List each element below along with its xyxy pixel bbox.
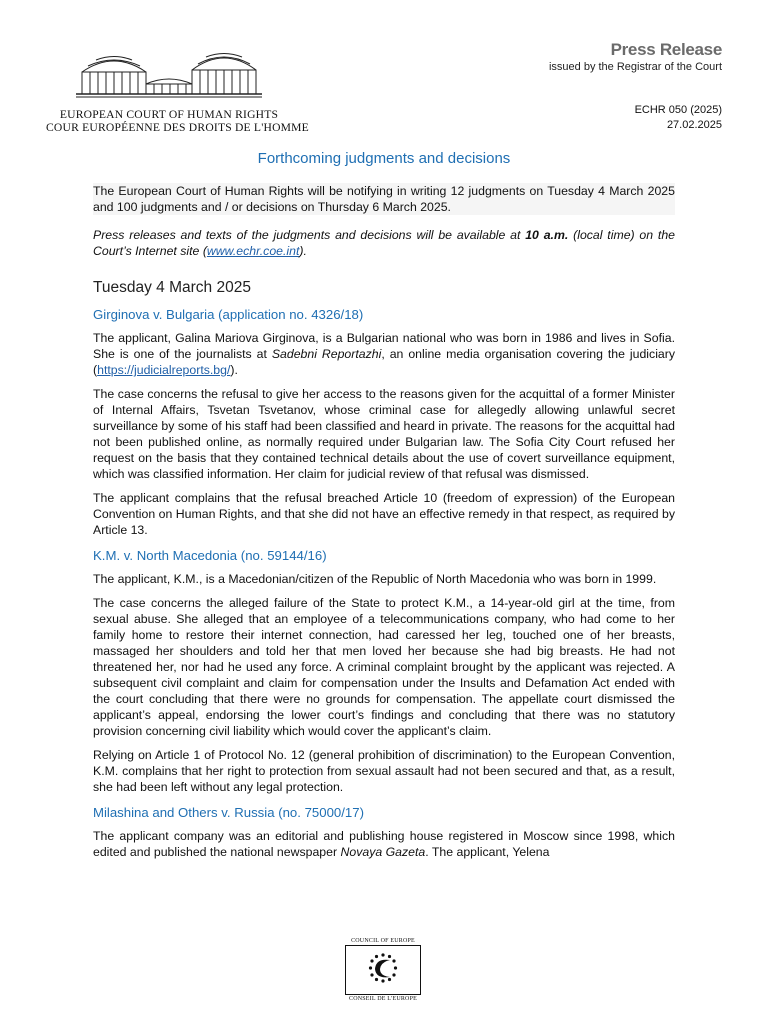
court-name-en: EUROPEAN COURT OF HUMAN RIGHTS (59, 108, 279, 121)
coe-name-en: COUNCIL OF EUROPE (351, 938, 415, 944)
release-date: 27.02.2025 (666, 119, 722, 131)
press-release-subtitle: issued by the Registrar of the Court (548, 61, 722, 73)
document-body (93, 183, 675, 868)
case-paragraph: Relying on Article 1 of Protocol No. 12 (general prohibition of discrimination) to the European Convention, K.M. complains that her right to protection from sexual assault had not been secured and that, as a result, she had been left without any legal protection. (93, 748, 675, 794)
coe-emblem-box (345, 945, 421, 995)
court-name-fr: COUR EUROPÉENNE DES DROITS DE L'HOMME (46, 121, 309, 134)
case-paragraph: The applicant complains that the refusal breached Article 10 (freedom of expression) of the European Convention on Human Rights, and that she did not have an effective remedy in that respect, as required by Article 13. (93, 491, 675, 537)
reference-number: ECHR 050 (2025) (634, 104, 722, 116)
court-logo (46, 44, 309, 134)
case-text: ). (230, 363, 238, 377)
case-paragraph (93, 330, 675, 378)
reference-block (635, 103, 722, 133)
case-heading-milashina: Milashina and Others v. Russia (no. 75000/17) (93, 805, 364, 820)
coe-name-fr: CONSEIL DE L'EUROPE (349, 996, 417, 1002)
council-of-europe-logo (341, 938, 425, 1002)
case-paragraph: The case concerns the alleged failure of the State to protect K.M., a 14-year-old girl at the time, from sexual abuse. She alleged that an employee of a telecommunications company, who had come to her family home to restore their internet connection, had caressed her leg, touched one of her breasts, massaged her shoulders and told her that men loved her because she had big breasts. He had not threatened her, nor had he used any force. A criminal complaint brought by the applicant was rejected. A subsequent civil complaint and claim for compensation under the Insults and Defamation Act ended with the court concluding that there were no grounds for compensation. The appellate court dismissed the applicant’s appeal, endorsing the lower court’s findings and concluding that there was no statutory provision concerning civil liability which would cover the applicant’s claim. (93, 596, 675, 738)
case-paragraph (93, 828, 675, 860)
case-text: . The applicant, Yelena (425, 845, 550, 859)
case-italic-text: Novaya Gazeta (340, 845, 426, 859)
press-note-time: 10 a.m. (525, 228, 569, 242)
case-italic-text: Sadebni Reportazhi (271, 347, 382, 361)
press-note-text-3: ). (299, 244, 307, 258)
press-note-text-2: (local time) on the Court’s Internet site ( (93, 228, 675, 258)
case-paragraph: The case concerns the refusal to give her access to the reasons given for the acquittal of a former Minister of Internal Affairs, Tsvetan Tsvetanov, whose criminal case for allegedly allowing unlawful secret surveillance by some of his staff had been classified and heard in private. The reasons for the acquittal had not been published online, as normally required under Bulgarian law. The Sofia City Court refused her request on the basis that they contained technical details about the use of covert surveillance equipment, which was classified information. Her claim for judicial review of that refusal was dismissed. (93, 387, 675, 481)
press-note (93, 227, 675, 259)
case-heading-girginova: Girginova v. Bulgaria (application no. 4326/18) (93, 307, 364, 322)
press-release-title: Press Release (610, 40, 722, 59)
day-heading: Tuesday 4 March 2025 (93, 279, 251, 296)
judicialreports-link[interactable]: https://judicialreports.bg/ (97, 363, 231, 377)
case-heading-km: K.M. v. North Macedonia (no. 59144/16) (93, 548, 327, 563)
intro-paragraph: The European Court of Human Rights will be notifying in writing 12 judgments on Tuesday 4 March 2025 and 100 judgments and / or decisions on Thursday 6 March 2025. (93, 184, 675, 214)
press-release-header (549, 40, 722, 73)
court-building-icon (74, 44, 264, 106)
echr-website-link[interactable]: www.echr.coe.int (206, 244, 300, 258)
coe-emblem-icon (346, 946, 420, 994)
press-note-text-1: Press releases and texts of the judgments and decisions will be available at (93, 228, 526, 242)
case-paragraph: The applicant, K.M., is a Macedonian/citizen of the Republic of North Macedonia who was born in 1999. (93, 572, 657, 586)
page-title: Forthcoming judgments and decisions (257, 150, 511, 167)
case-text: The applicant, Galina Mariova Girginova, is a Bulgarian national who was born in 1986 and lives in Sofia. She is one of the journalists at (93, 331, 675, 361)
case-text: The applicant company was an editorial and publishing house registered in Moscow since 1998, which edited and published the national newspaper (93, 829, 675, 859)
case-text: , an online media organisation covering the judiciary ( (93, 347, 676, 377)
